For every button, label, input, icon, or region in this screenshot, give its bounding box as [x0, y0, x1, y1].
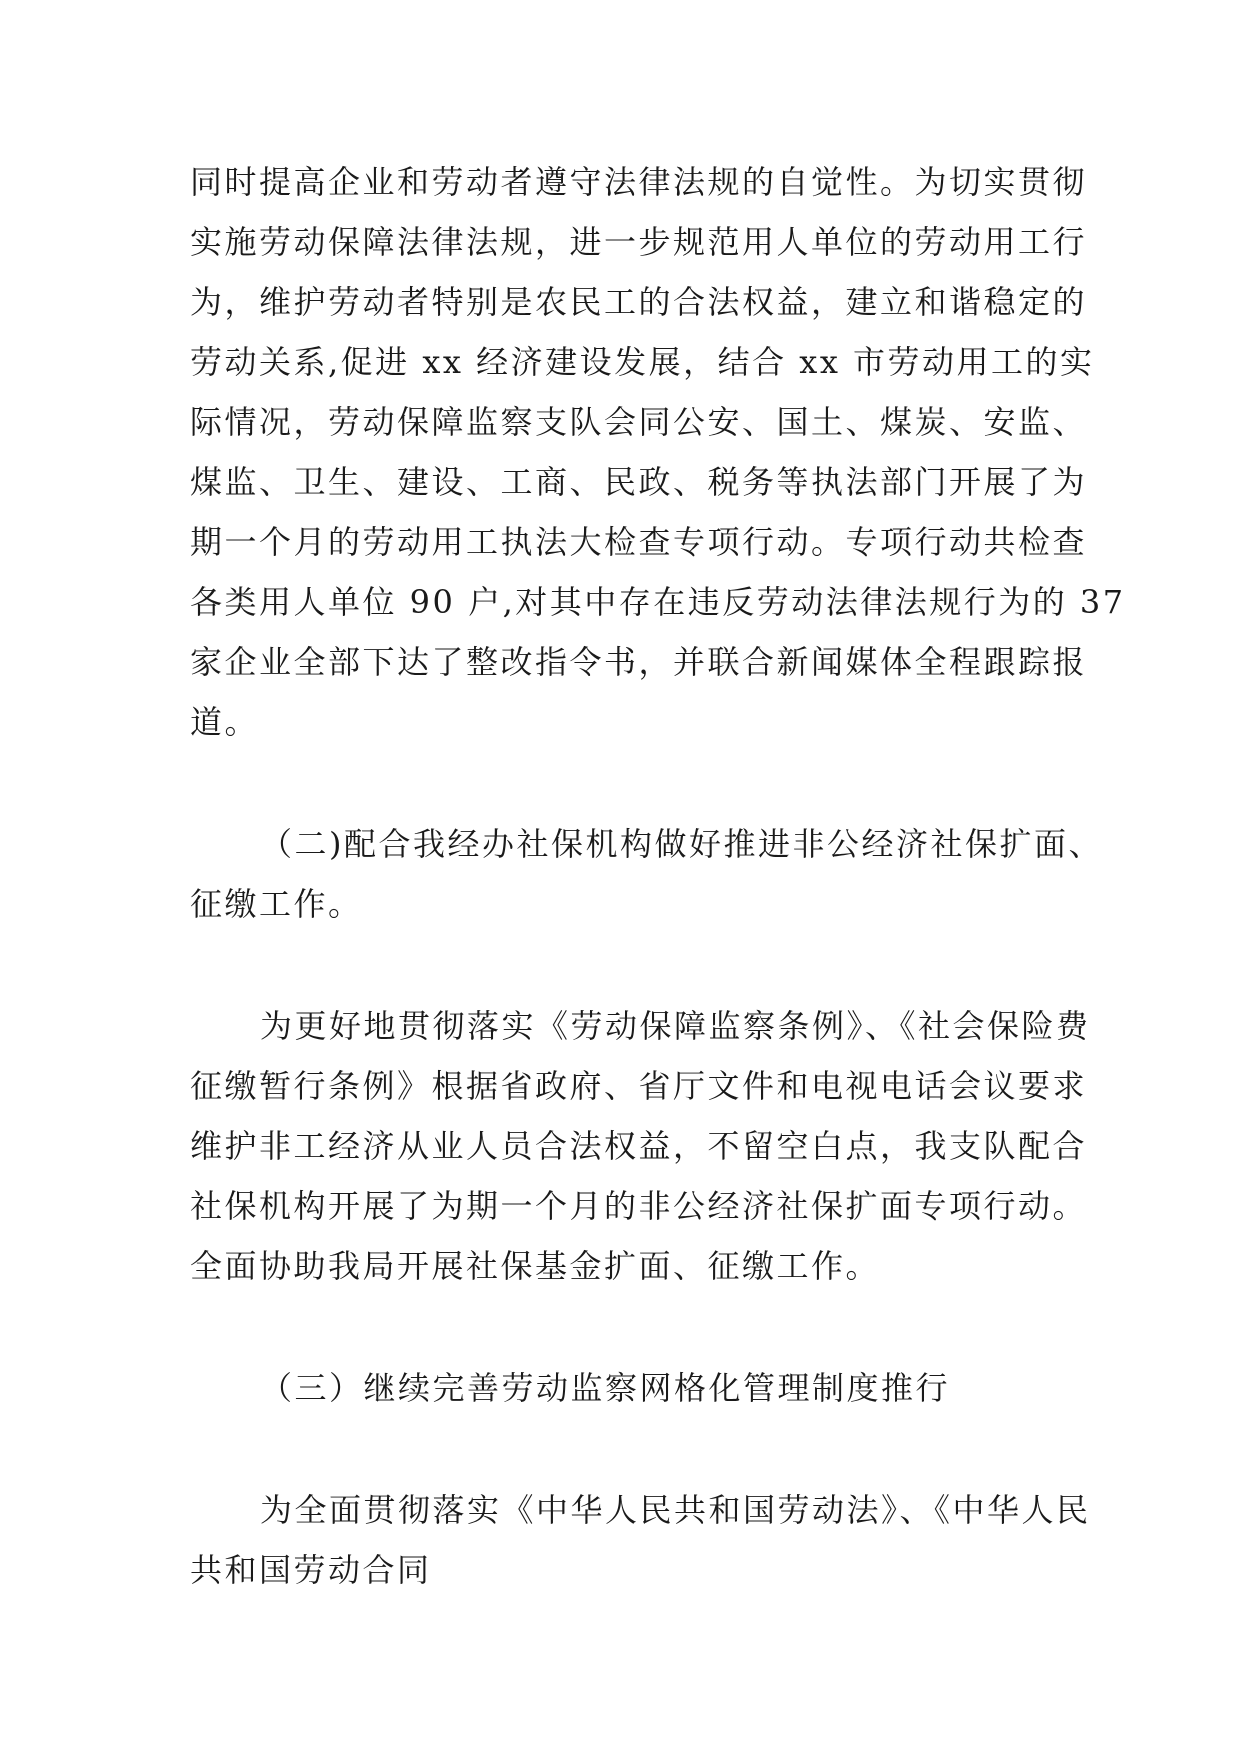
text-line: 征缴暂行条例》根据省政府、省厅文件和电视电话会议要求: [190, 1067, 1088, 1105]
text-line: 煤监、卫生、建设、工商、民政、税务等执法部门开展了为: [190, 463, 1088, 501]
text-line: 共和国劳动合同: [190, 1551, 432, 1589]
text-line: 际情况，劳动保障监察支队会同公安、国土、煤炭、安监、: [190, 403, 1088, 441]
heading-line: （二)配合我经办社保机构做好推进非公经济社保扩面、: [260, 825, 1103, 863]
heading-line: 征缴工作。: [190, 885, 363, 923]
text-line: 实施劳动保障法律法规，进一步规范用人单位的劳动用工行: [190, 223, 1088, 261]
heading-line: （三）继续完善劳动监察网格化管理制度推行: [260, 1369, 951, 1407]
section-heading-3: [190, 1358, 1070, 1418]
text-line: 维护非工经济从业人员合法权益，不留空白点，我支队配合: [190, 1127, 1088, 1165]
paragraph-labor-inspection: [190, 152, 1126, 752]
text-line: 为更好地贯彻落实《劳动保障监察条例》、《社会保险费: [260, 1007, 1091, 1045]
paragraph-labor-law: [190, 1480, 1091, 1600]
paragraph-social-security: [190, 996, 1091, 1296]
text-line: 道。: [190, 703, 260, 741]
text-line: 全面协助我局开展社保基金扩面、征缴工作。: [190, 1247, 881, 1285]
text-line: 家企业全部下达了整改指令书，并联合新闻媒体全程跟踪报: [190, 643, 1088, 681]
document-page: [190, 152, 1126, 1600]
text-line: 期一个月的劳动用工执法大检查专项行动。专项行动共检查: [190, 523, 1088, 561]
section-heading-2: [190, 814, 1103, 934]
text-line: 为全面贯彻落实《中华人民共和国劳动法》、《中华人民: [260, 1491, 1091, 1529]
text-line: 社保机构开展了为期一个月的非公经济社保扩面专项行动。: [190, 1187, 1088, 1225]
text-line: 同时提高企业和劳动者遵守法律法规的自觉性。为切实贯彻: [190, 163, 1088, 201]
text-line: 劳动关系,促进 xx 经济建设发展，结合 xx 市劳动用工的实: [190, 343, 1095, 381]
text-line: 为，维护劳动者特别是农民工的合法权益，建立和谐稳定的: [190, 283, 1088, 321]
text-line: 各类用人单位 90 户,对其中存在违反劳动法律法规行为的 37: [190, 583, 1126, 621]
